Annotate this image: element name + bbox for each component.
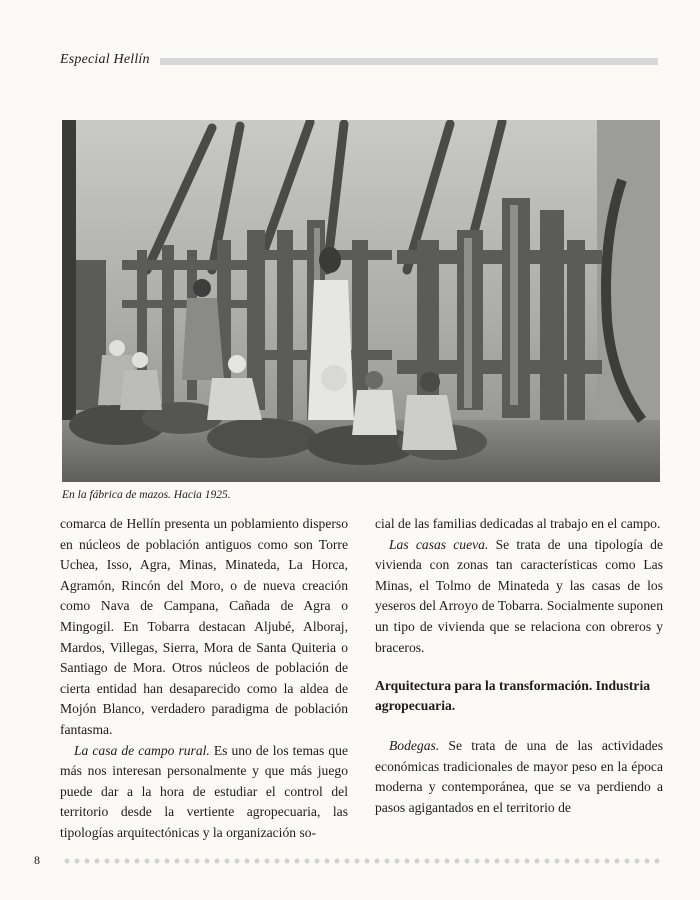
paragraph-lead: Las casas cueva.: [389, 536, 489, 552]
paragraph-text: Se trata de una tipología de vivienda con zonas tan características como Las Minas, el Tolmo de Minateda y las casas de los yeseros del Arroyo de Tobarra. Socialmente suponen un tipo de vivienda que se relaciona con obreros y braceros.: [375, 536, 663, 655]
right-text-column: [375, 514, 663, 819]
paragraph: [375, 736, 663, 818]
page-number: 8: [34, 853, 40, 867]
header-rule: [160, 58, 658, 65]
paragraph: [60, 741, 348, 844]
paragraph: cial de las familias dedicadas al trabajo en el campo.: [375, 516, 661, 531]
section-heading: Arquitectura para la transformación. Industria agropecuaria.: [375, 678, 651, 714]
running-title: Especial Hellín: [60, 52, 150, 67]
paragraph-text: Es uno de los temas que más nos interesan personalmente y que más juego puede dar a la hora de estudiar el control del territorio desde la vertiente agropecuaria, las tipologías arquitectónicas y la organización so-: [60, 742, 348, 840]
footer-dotted-rule: [62, 858, 660, 864]
historic-photo-mallet-factory: [62, 120, 660, 482]
paragraph: [375, 535, 663, 659]
paragraph-text: Se trata de una de las actividades económicas tradicionales de mayor peso en la época moderna y contemporánea, que se va perdiendo a pasos agigantados en el territorio de: [375, 738, 663, 815]
photo-caption: En la fábrica de mazos. Hacia 1925.: [62, 489, 231, 501]
paragraph-lead: Bodegas.: [389, 738, 440, 754]
left-text-column: [60, 514, 348, 844]
paragraph-lead: La casa de campo rural.: [74, 742, 210, 758]
paragraph: comarca de Hellín presenta un poblamiento disperso en núcleos de población antiguos como son Torre Uchea, Isso, Agra, Minas, Minateda, La Horca, Agramón, Rincón del Moro, o de nueva creación como Nava de Campana, Cañada de Agra o Mingogil. En Tobarra destacan Aljubé, Alboraj, Mardos, Villegas, Sierra, Mora de Santa Quiteria o Santiago de Mora. Otros núcleos de población de cierta entidad han desaparecido como la aldea de Mojón Blanco, verdadero paradigma de población fantasma.: [60, 516, 348, 737]
